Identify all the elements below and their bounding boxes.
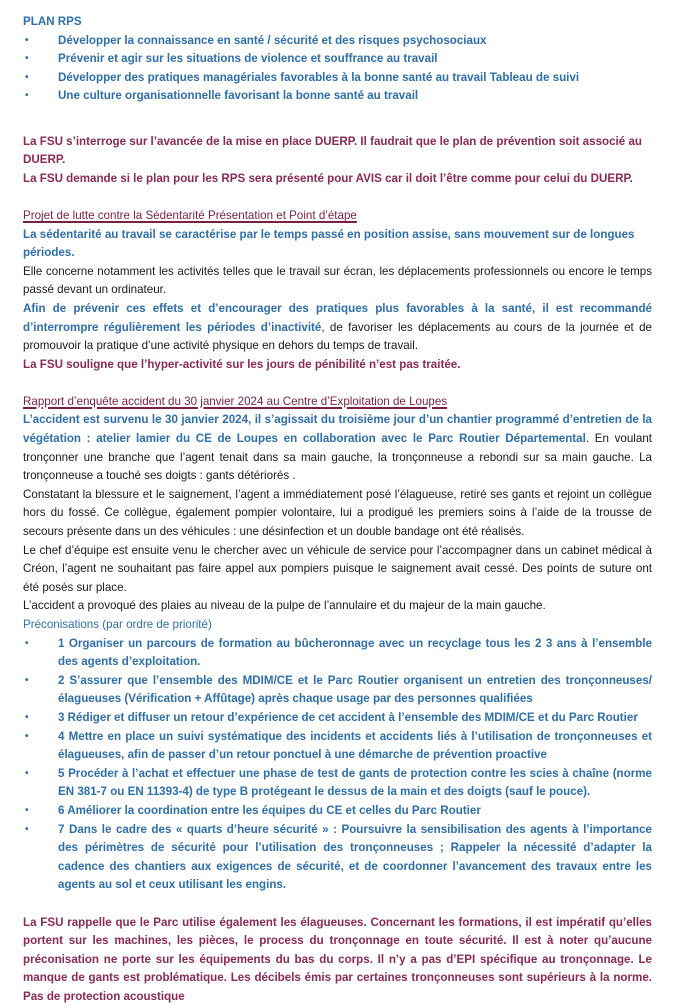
list-item: • 7 Dans le cadre des « quarts d’heure sécurité » : Poursuivre la sensibilisation des agents à l’importance des périmètres de sécurité pour l’utilisation des tronçonneuses ; Rappeler la nécessité d’adapter la cadence des chantiers aux exigences de sécurité, et de coordonner l’avancement des travaux entre les agents au sol et ceux utilisant les engins. bbox=[23, 821, 652, 895]
list-item: • Une culture organisationnelle favorisant la bonne santé au travail bbox=[23, 87, 652, 106]
bullet-icon: • bbox=[25, 69, 29, 88]
list-item: • 6 Améliorer la coordination entre les équipes du CE et celles du Parc Routier bbox=[23, 802, 652, 821]
bullet-icon: • bbox=[25, 635, 29, 654]
accident-heading: Rapport d’enquête accident du 30 janvier 2024 au Centre d’Exploitation de Loupes bbox=[23, 393, 652, 412]
fsu-duerp-request: La FSU demande si le plan pour les RPS sera présenté pour AVIS car il doit l’être comme pour celui du DUERP. bbox=[23, 170, 652, 189]
preconisations-title: Préconisations (par ordre de priorité) bbox=[23, 616, 652, 635]
sedentarite-heading: Projet de lutte contre la Sédentarité Présentation et Point d’étape bbox=[23, 207, 652, 226]
bullet-icon: • bbox=[25, 802, 29, 821]
plan-rps-list bbox=[23, 32, 652, 106]
list-item: • 2 S’assurer que l’ensemble des MDIM/CE et le Parc Routier organisent un entretien des tronçonneuses/ élagueuses (Vérification + Affûtage) après chaque usage par des personnes qualifiées bbox=[23, 672, 652, 709]
bullet-icon: • bbox=[25, 87, 29, 106]
accident-injuries: L’accident a provoqué des plaies au niveau de la pulpe de l’annulaire et du majeur de la main gauche. bbox=[23, 597, 652, 616]
list-item: • Développer la connaissance en santé / sécurité et des risques psychosociaux bbox=[23, 32, 652, 51]
sedentarite-intro: La sédentarité au travail se caractérise par le temps passé en position assise, sans mouvement sur de longues périodes. bbox=[23, 226, 652, 263]
list-item: • 3 Rédiger et diffuser un retour d’expérience de cet accident à l’ensemble des MDIM/CE et du Parc Routier bbox=[23, 709, 652, 728]
fsu-sedentarite-note: La FSU souligne que l’hyper-activité sur les jours de pénibilité n’est pas traitée. bbox=[23, 356, 652, 375]
list-item: • Développer des pratiques managériales favorables à la bonne santé au travail Tableau de suivi bbox=[23, 69, 652, 88]
list-item: • 1 Organiser un parcours de formation au bûcheronnage avec un recyclage tous les 2 3 ans à l’ensemble des agents d’exploitation. bbox=[23, 635, 652, 672]
bullet-icon: • bbox=[25, 32, 29, 51]
sedentarite-concerne: Elle concerne notamment les activités telles que le travail sur écran, les déplacements professionnels ou encore le temps passé devant un ordinateur. bbox=[23, 263, 652, 300]
document-page bbox=[23, 13, 652, 1006]
bullet-icon: • bbox=[25, 709, 29, 728]
bullet-icon: • bbox=[25, 728, 29, 747]
fsu-duerp-question: La FSU s’interroge sur l’avancée de la mise en place DUERP. Il faudrait que le plan de prévention soit associé au DUERP. bbox=[23, 133, 652, 170]
bullet-icon: • bbox=[25, 821, 29, 840]
list-item: • 4 Mettre en place un suivi systématique des incidents et accidents liés à l’utilisation de tronçonneuses et élagueuses, afin de passer d’un retour ponctuel à une démarche de prévention proactive bbox=[23, 728, 652, 765]
accident-first-aid: Constatant la blessure et le saignement, l’agent a immédiatement posé l’élagueuse, retiré ses gants et rejoint un collègue hors du fossé. Ce collègue, également pompier volontaire, lui a prodigué les premiers soins à l’aide de la trousse de secours présente dans un des véhicules : une désinfection et un double bandage ont été réalisés. bbox=[23, 486, 652, 542]
accident-medical: Le chef d’équipe est ensuite venu le chercher avec un véhicule de service pour l’accompagner dans un cabinet médical à Créon, l’agent ne souhaitant pas faire appel aux pompiers puisque le saignement avait cessé. Des points de suture ont été posés sur place. bbox=[23, 542, 652, 598]
fsu-conclusion: La FSU rappelle que le Parc utilise également les élagueuses. Concernant les formations, il est impératif qu’elles portent sur les machines, les pièces, le process du tronçonnage en toute sécurité. Il est à noter qu’aucune préconisation ne porte sur les équipements du bas du corps. Il n’y a pas d’EPI spécifique au tronçonnage. Le manque de gants est problématique. Les décibels émis par certaines tronçonneuses sont supérieurs à la norme. Pas de protection acoustique bbox=[23, 914, 652, 1006]
bullet-icon: • bbox=[25, 50, 29, 69]
accident-intro: L’accident est survenu le 30 janvier 2024, il s’agissait du troisième jour d’un chantier programmé d’entretien de la végétation : atelier lamier du CE de Loupes en collaboration avec le Parc Routier Départemental. En voulant tronçonner une branche que l’agent tenait dans sa main gauche, la tronçonneuse a rebondi sur sa main gauche. La tronçonneuse a touché ses doigts : gants détériorés . bbox=[23, 411, 652, 485]
bullet-icon: • bbox=[25, 765, 29, 784]
plan-rps-title: PLAN RPS bbox=[23, 13, 652, 32]
list-item: • Prévenir et agir sur les situations de violence et souffrance au travail bbox=[23, 50, 652, 69]
preconisations-list bbox=[23, 635, 652, 895]
sedentarite-recommendation: Afin de prévenir ces effets et d’encourager des pratiques plus favorables à la santé, il est recommandé d’interrompre régulièrement les périodes d’inactivité, de favoriser les déplacements au cours de la journée et de promouvoir la pratique d’une activité physique en dehors du temps de travail. bbox=[23, 300, 652, 356]
list-item: • 5 Procéder à l’achat et effectuer une phase de test de gants de protection contre les scies à chaîne (norme EN 381-7 ou EN 11393-4) de type B protégeant le dessus de la main et des doigts (sauf le pouce). bbox=[23, 765, 652, 802]
bullet-icon: • bbox=[25, 672, 29, 691]
